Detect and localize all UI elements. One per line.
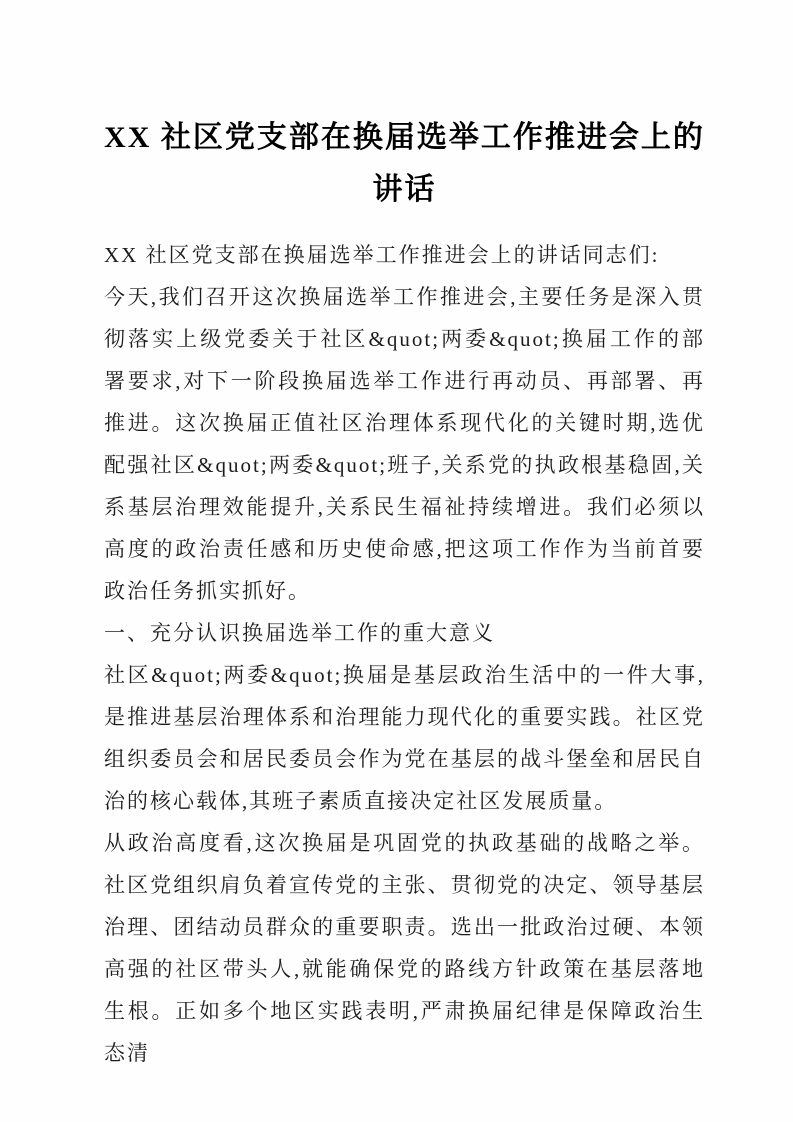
paragraph-salutation: XX 社区党支部在换届选举工作推进会上的讲话同志们: xyxy=(104,243,660,267)
paragraph-political-height: 从政治高度看,这次换届是巩固党的执政基础的战略之举。社区党组织肩负着宣传党的主张、贯彻党的决定、领导基层治理、团结动员群众的重要职责。选出一批政治过硬、本领高强的社区带头人,就能确保党的路线方针政策在基层落地生根。正如多个地区实践表明,严肃换届纪律是保障政治生态清 xyxy=(104,831,705,1065)
paragraph-intro: 今天,我们召开这次换届选举工作推进会,主要任务是深入贯彻落实上级党委关于社区&quot;两委&quot;换届工作的部署要求,对下一阶段换届选举工作进行再动员、再部署、再推进。这次换届正值社区治理体系现代化的关键时期,选优配强社区&quot;两委&quot;班子,关系党的执政根基稳固,关系基层治理效能提升,关系民生福祉持续增进。我们必须以高度的政治责任感和历史使命感,把这项工作作为当前首要政治任务抓实抓好。 xyxy=(104,285,705,603)
document-body xyxy=(104,234,705,1074)
document-title: XX 社区党支部在换届选举工作推进会上的讲话 xyxy=(104,121,705,206)
section-heading-significance: 一、充分认识换届选举工作的重大意义 xyxy=(104,621,495,645)
paragraph-significance: 社区&quot;两委&quot;换届是基层政治生活中的一件大事,是推进基层治理体系和治理能力现代化的重要实践。社区党组织委员会和居民委员会作为党在基层的战斗堡垒和居民自治的核心载体,其班子素质直接决定社区发展质量。 xyxy=(104,663,705,813)
